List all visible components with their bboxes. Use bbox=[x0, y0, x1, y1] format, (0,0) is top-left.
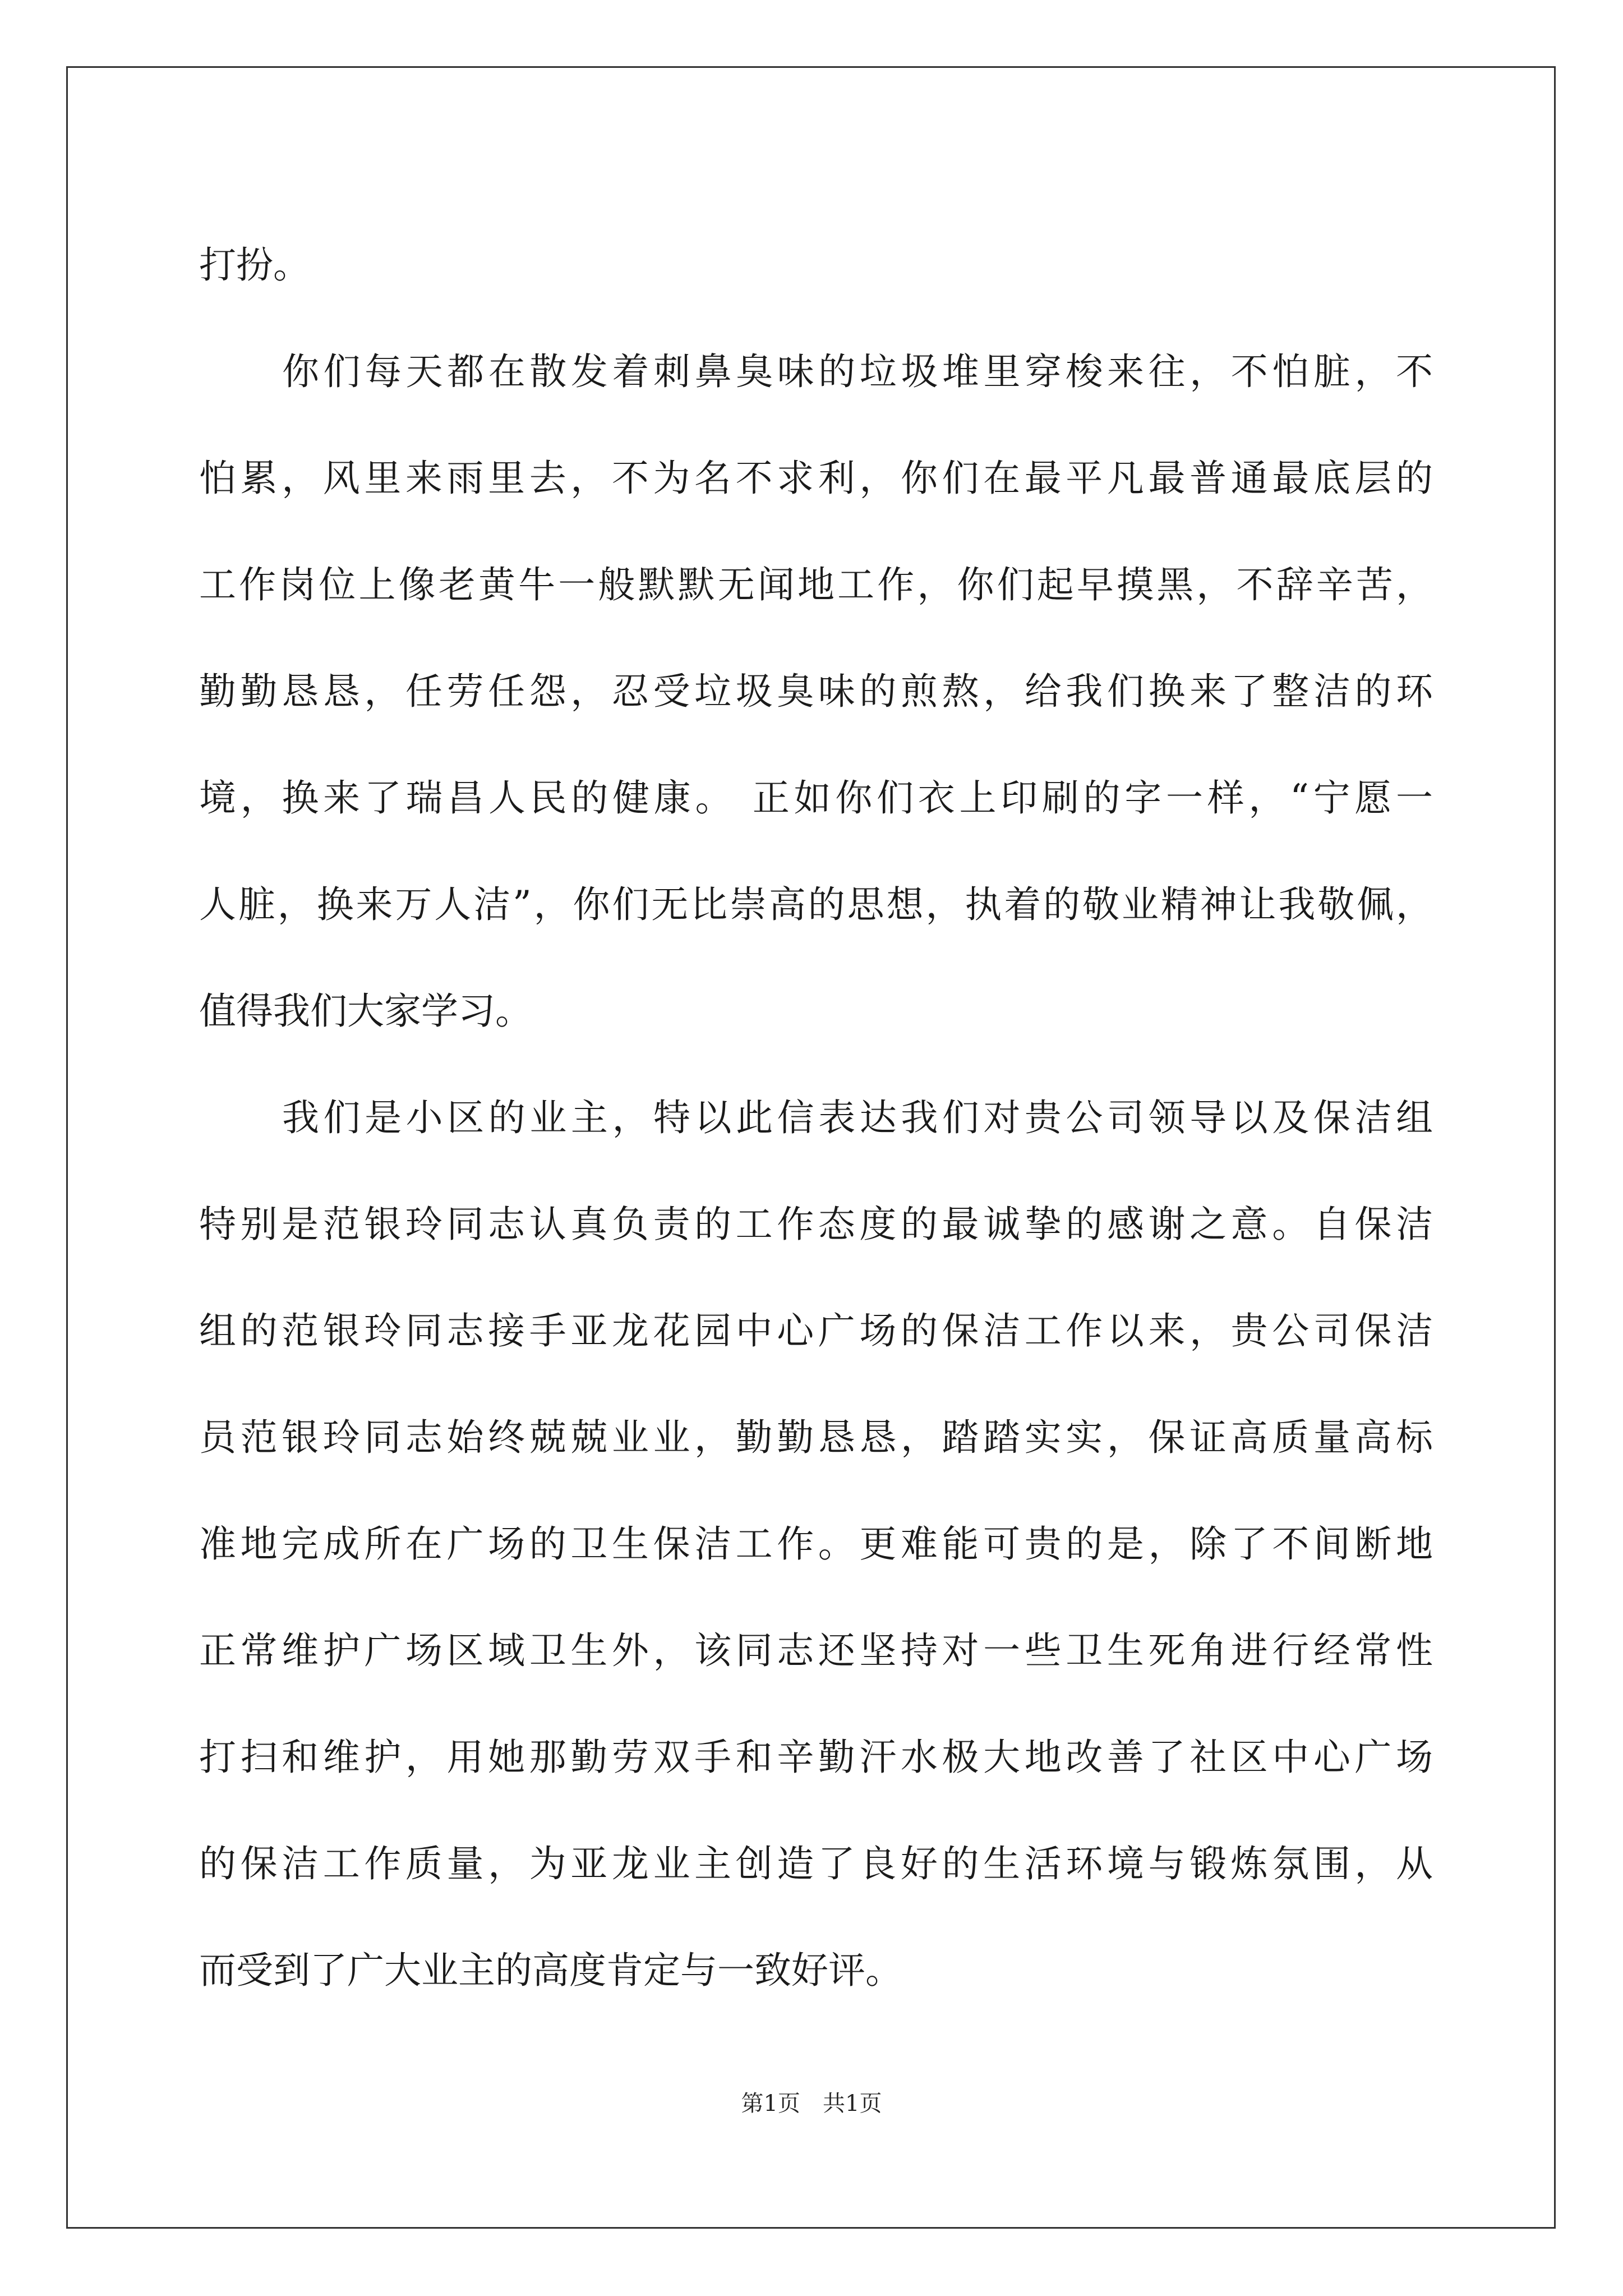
text-line: 特别是范银玲同志认真负责的工作态度的最诚挚的感谢之意。自保洁 bbox=[199, 1203, 1433, 1246]
document-body bbox=[199, 212, 1433, 2024]
page-number-current: 第1页 bbox=[741, 2091, 800, 2116]
text-line: 怕累，风里来雨里去，不为名不求利，你们在最平凡最普通最底层的 bbox=[199, 457, 1433, 500]
text-line: 组的范银玲同志接手亚龙花园中心广场的保洁工作以来，贵公司保洁 bbox=[199, 1309, 1433, 1352]
page-number-total: 共1页 bbox=[823, 2091, 882, 2116]
text-line: 人脏，换来万人洁”，你们无比崇高的思想，执着的敬业精神让我敬佩， bbox=[199, 883, 1433, 926]
text-line: 而受到了广大业主的高度肯定与一致好评。 bbox=[199, 1949, 902, 1992]
text-line: 打扮。 bbox=[199, 243, 310, 287]
text-line: 境，换来了瑞昌人民的健康。 正如你们衣上印刷的字一样，“宁愿一 bbox=[199, 776, 1433, 820]
text-line: 我们是小区的业主，特以此信表达我们对贵公司领导以及保洁组 bbox=[282, 1096, 1433, 1139]
text-line: 员范银玲同志始终兢兢业业，勤勤恳恳，踏踏实实，保证高质量高标 bbox=[199, 1416, 1433, 1459]
page-footer bbox=[0, 2090, 1623, 2118]
text-line: 准地完成所在广场的卫生保洁工作。更难能可贵的是，除了不间断地 bbox=[199, 1522, 1433, 1566]
text-line: 勤勤恳恳，任劳任怨，忍受垃圾臭味的煎熬，给我们换来了整洁的环 bbox=[199, 670, 1433, 713]
text-line: 打扫和维护，用她那勤劳双手和辛勤汗水极大地改善了社区中心广场 bbox=[199, 1736, 1433, 1779]
text-line: 值得我们大家学习。 bbox=[199, 990, 532, 1033]
text-line: 你们每天都在散发着刺鼻臭味的垃圾堆里穿梭来往，不怕脏，不 bbox=[282, 350, 1433, 393]
text-line: 正常维护广场区域卫生外，该同志还坚持对一些卫生死角进行经常性 bbox=[199, 1629, 1433, 1672]
text-line: 工作岗位上像老黄牛一般默默无闻地工作，你们起早摸黑，不辞辛苦， bbox=[199, 563, 1433, 606]
text-line: 的保洁工作质量，为亚龙业主创造了良好的生活环境与锻炼氛围，从 bbox=[199, 1842, 1433, 1885]
